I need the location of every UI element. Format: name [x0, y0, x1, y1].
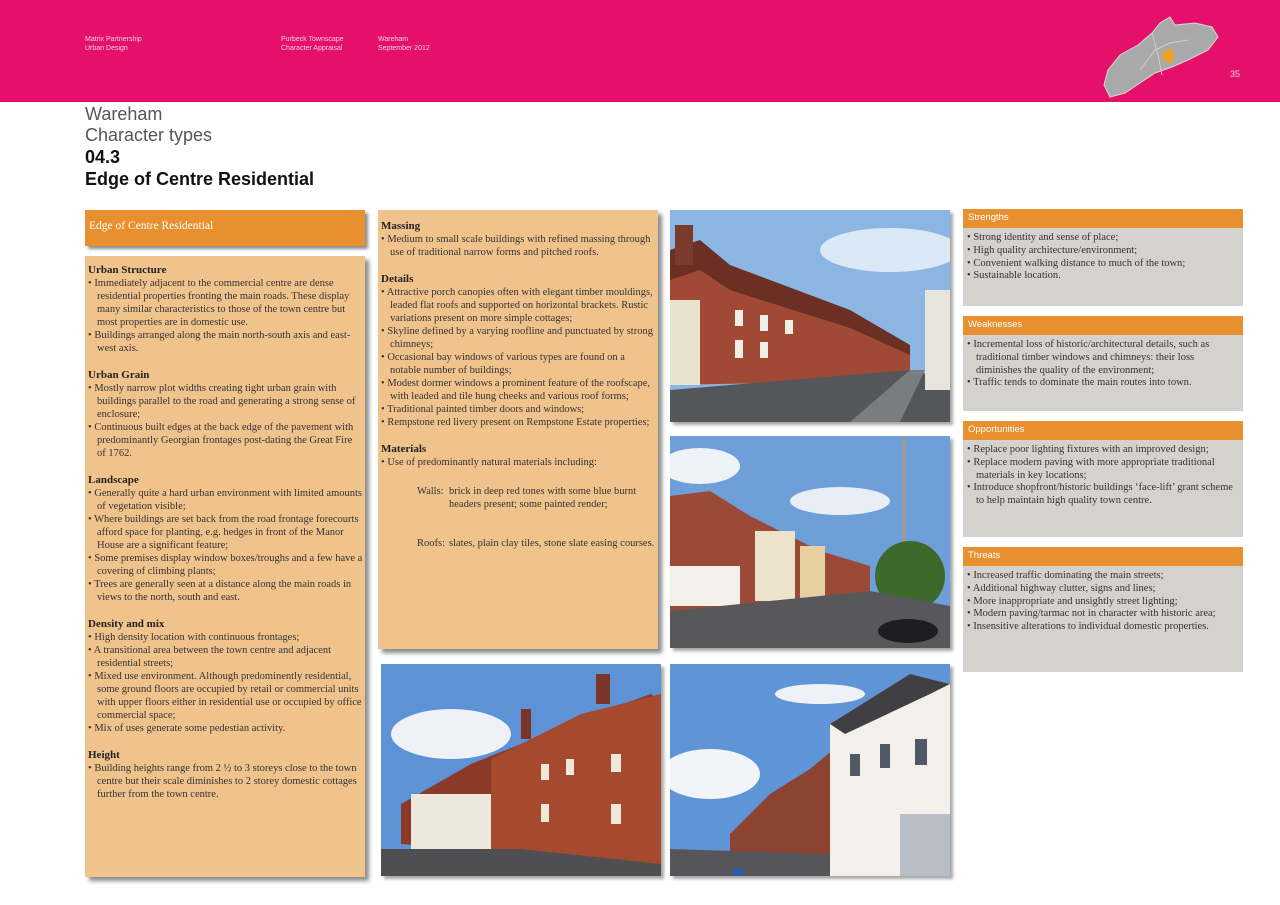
header-location-line2: September 2012 — [378, 45, 430, 52]
list-item: • Mix of uses generate some pedestian activity. — [88, 722, 363, 735]
street-photo-white-buildings — [670, 664, 950, 876]
weaknesses-header: Weaknesses — [963, 316, 1243, 335]
list-item: • Replace poor lighting fixtures with an improved design; — [967, 444, 1240, 457]
list-item: • High density location with continuous frontages; — [88, 631, 363, 644]
heading-urban-structure: Urban Structure — [88, 264, 167, 276]
threats-header: Threats — [963, 547, 1243, 566]
list-item: • Medium to small scale buildings with refined massing through use of traditional narrow forms and pitched roofs. — [381, 233, 656, 259]
list-item: • A transitional area between the town centre and adjacent residential streets; — [88, 644, 363, 670]
list-item: • Convenient walking distance to much of the town; — [967, 258, 1240, 271]
list-item: • Continuous built edges at the back edge of the pavement with predominantly Georgian frontages post-dating the Great Fire of 1762. — [88, 421, 363, 460]
list-height — [88, 762, 363, 801]
header-band — [0, 0, 1280, 102]
list-urban-grain — [88, 382, 363, 460]
location-map-icon — [1100, 15, 1225, 100]
opportunities-list — [967, 444, 1240, 508]
list-urban-structure — [88, 277, 363, 355]
heading-materials: Materials — [381, 443, 427, 455]
list-landscape — [88, 487, 363, 604]
title-town: Wareham — [85, 104, 163, 124]
list-item: • Trees are generally seen at a distance along the main roads in views to the north, south and east. — [88, 578, 363, 604]
opportunities-header: Opportunities — [963, 421, 1243, 440]
list-item: • Traffic tends to dominate the main routes into town. — [967, 377, 1240, 390]
header-location — [378, 35, 430, 53]
list-item: • Mixed use environment. Although predominently residential, some ground floors are occupied by retail or commercial units with upper floors either in residential use or occupied by office commercial space; — [88, 670, 363, 722]
list-item: • Introduce shopfront/historic buildings ‘face-lift’ grant scheme to help maintain high quality town centre. — [967, 482, 1240, 508]
header-author-line2: Urban Design — [85, 45, 128, 52]
list-item: • Mostly narrow plot widths creating tight urban grain with buildings parallel to the road and generating a strong sense of enclosure; — [88, 382, 363, 421]
list-item: • High quality architecture/environment; — [967, 245, 1240, 258]
heading-massing: Massing — [381, 220, 421, 232]
list-details — [381, 286, 656, 429]
list-item: • Modest dormer windows a prominent feature of the roofscape, with leaded and tile hung cheeks and various roof forms; — [381, 377, 656, 403]
heading-height: Height — [88, 749, 120, 761]
list-item: • Occasional bay windows of various types are found on a notable number of buildings; — [381, 351, 656, 377]
list-item: • Buildings arranged along the main north-south axis and east-west axis. — [88, 329, 363, 355]
title-section-number: 04.3 — [85, 147, 121, 167]
page-number: 35 — [1229, 69, 1240, 79]
strengths-header: Strengths — [963, 209, 1243, 228]
page-title — [85, 104, 314, 190]
list-item: • Additional highway clutter, signs and lines; — [967, 583, 1240, 596]
header-project — [281, 35, 344, 53]
street-photo-terrace — [670, 210, 950, 422]
list-item: • Sustainable location. — [967, 270, 1240, 283]
header-author — [85, 35, 142, 53]
list-item: • Attractive porch canopies often with elegant timber mouldings, leaded flat roofs and supported on horizontal brackets. Rustic variations present on more simple cottages; — [381, 286, 656, 325]
materials-table — [417, 485, 656, 550]
heading-details: Details — [381, 273, 414, 285]
list-item: • Strong identity and sense of place; — [967, 232, 1240, 245]
opportunities-panel — [963, 440, 1243, 537]
list-item: • Modern paving/tarmac not in character with historic area; — [967, 608, 1240, 621]
list-item: • Building heights range from 2 ½ to 3 storeys close to the town centre but their scale diminishes to 2 storey domestic cottages further from the town centre. — [88, 762, 363, 801]
list-item: • Incremental loss of historic/architectural details, such as traditional timber windows and chimneys: their loss diminishes the quality of the environment; — [967, 339, 1240, 377]
threats-list — [967, 570, 1240, 634]
list-item: • Rempstone red livery present on Rempstone Estate properties; — [381, 416, 656, 429]
heading-density-mix: Density and mix — [88, 618, 165, 630]
materials-value: slates, plain clay tiles, stone slate easing courses. — [449, 538, 655, 549]
list-item: • Where buildings are set back from the road frontage forecourts afford space for planting, e.g. hedges in front of the Manor House are a significant feature; — [88, 513, 363, 552]
materials-value: brick in deep red tones with some blue burnt headers present; some painted render; — [449, 486, 637, 510]
materials-key: Roofs: — [417, 538, 446, 549]
header-author-line1: Matrix Partnership — [85, 36, 142, 43]
list-massing — [381, 233, 656, 259]
header-location-line1: Wareham — [378, 36, 409, 43]
list-item: • Insensitive alterations to individual domestic properties. — [967, 621, 1240, 634]
list-materials — [381, 456, 656, 469]
list-item: • Skyline defined by a varying roofline and punctuated by strong chimneys; — [381, 325, 656, 351]
heading-urban-grain: Urban Grain — [88, 369, 150, 381]
list-item: • Generally quite a hard urban environment with limited amounts of vegetation visible; — [88, 487, 363, 513]
list-item: • Replace modern paving with more appropriate traditional materials in key locations; — [967, 457, 1240, 483]
street-photo-corner — [670, 436, 950, 648]
strengths-panel — [963, 228, 1243, 306]
header-project-line2: Character Appraisal — [281, 45, 343, 52]
list-item: • Some premises display window boxes/troughs and a few have a covering of climbing plants; — [88, 552, 363, 578]
list-item: • More inappropriate and unsightly street lighting; — [967, 596, 1240, 609]
materials-row-roofs — [417, 537, 656, 550]
weaknesses-panel — [963, 335, 1243, 411]
strengths-list — [967, 232, 1240, 283]
section-header: Edge of Centre Residential — [85, 210, 365, 246]
title-section-name: Edge of Centre Residential — [85, 169, 315, 189]
list-item: • Increased traffic dominating the main streets; — [967, 570, 1240, 583]
street-photo-brick-corner — [381, 664, 661, 876]
heading-landscape: Landscape — [88, 474, 139, 486]
left-text-panel — [85, 256, 365, 877]
list-density-mix — [88, 631, 363, 735]
title-subtitle: Character types — [85, 125, 213, 145]
threats-panel — [963, 566, 1243, 672]
middle-text-panel — [378, 210, 658, 649]
list-item: • Use of predominantly natural materials including: — [381, 456, 656, 469]
materials-row-walls — [417, 485, 656, 511]
list-item: • Immediately adjacent to the commercial centre are dense residential properties fronting the main roads. These display many similar characteristics to those of the town centre but most properties are in domestic use. — [88, 277, 363, 329]
header-project-line1: Purbeck Townscape — [281, 36, 344, 43]
list-item: • Traditional painted timber doors and windows; — [381, 403, 656, 416]
materials-key: Walls: — [417, 486, 444, 497]
weaknesses-list — [967, 339, 1240, 390]
